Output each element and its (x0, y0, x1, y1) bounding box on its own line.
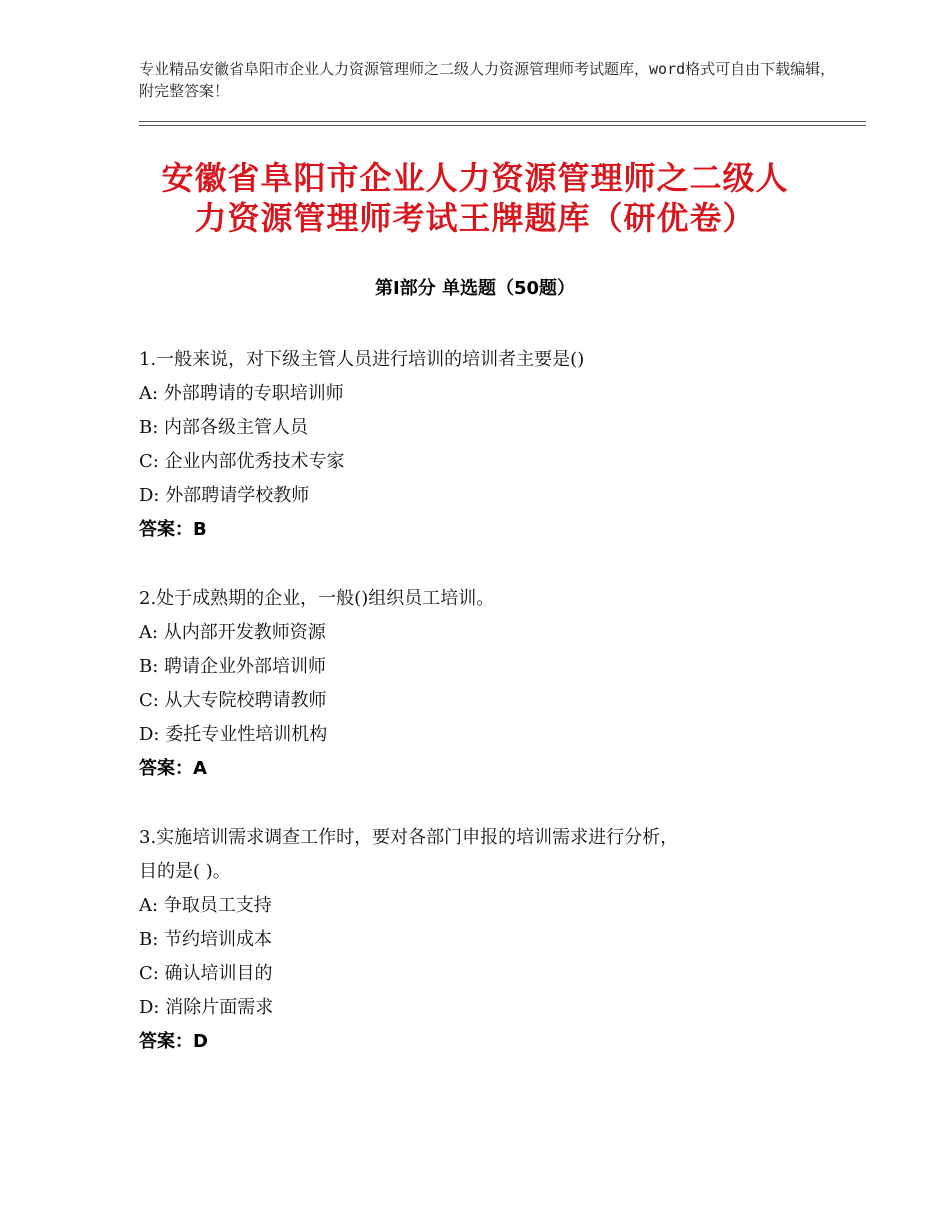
answer: 答案：B (139, 519, 207, 540)
question-1 (139, 343, 839, 547)
option-c: C: 从大专院校聘请教师 (139, 690, 327, 711)
option-a: A: 争取员工支持 (139, 895, 272, 916)
option-d: D: 委托专业性培训机构 (139, 724, 328, 745)
option-b: B: 聘请企业外部培训师 (139, 656, 327, 677)
answer: 答案：D (139, 1031, 208, 1052)
header-divider-top (139, 121, 866, 122)
header-note: 专业精品安徽省阜阳市企业人力资源管理师之二级人力资源管理师考试题库，word格式可自由下载编辑，附完整答案！ (139, 60, 836, 100)
option-d: D: 外部聘请学校教师 (139, 485, 310, 506)
question-3 (139, 821, 839, 1059)
option-c: C: 确认培训目的 (139, 963, 273, 984)
option-b: B: 内部各级主管人员 (139, 417, 309, 438)
option-a: A: 从内部开发教师资源 (139, 622, 326, 643)
answer: 答案：A (139, 758, 207, 779)
question-stem-line-1: 3.实施培训需求调查工作时，要对各部门申报的培训需求进行分析， (139, 827, 679, 848)
option-b: B: 节约培训成本 (139, 929, 273, 950)
section-title: 第Ⅰ部分 单选题（50题） (374, 278, 575, 299)
document-title (100, 158, 850, 238)
question-stem: 1.一般来说，对下级主管人员进行培训的培训者主要是() (139, 349, 585, 370)
option-d: D: 消除片面需求 (139, 997, 274, 1018)
option-a: A: 外部聘请的专职培训师 (139, 383, 344, 404)
question-2 (139, 582, 839, 786)
option-c: C: 企业内部优秀技术专家 (139, 451, 345, 472)
document-title-line-2: 力资源管理师考试王牌题库（研优卷） (194, 199, 756, 237)
header-divider-bottom (139, 125, 866, 126)
question-stem-line-2: 目的是( )。 (139, 861, 231, 882)
question-stem: 2.处于成熟期的企业，一般()组织员工培训。 (139, 588, 495, 609)
document-title-line-1: 安徽省阜阳市企业人力资源管理师之二级人 (161, 159, 789, 197)
